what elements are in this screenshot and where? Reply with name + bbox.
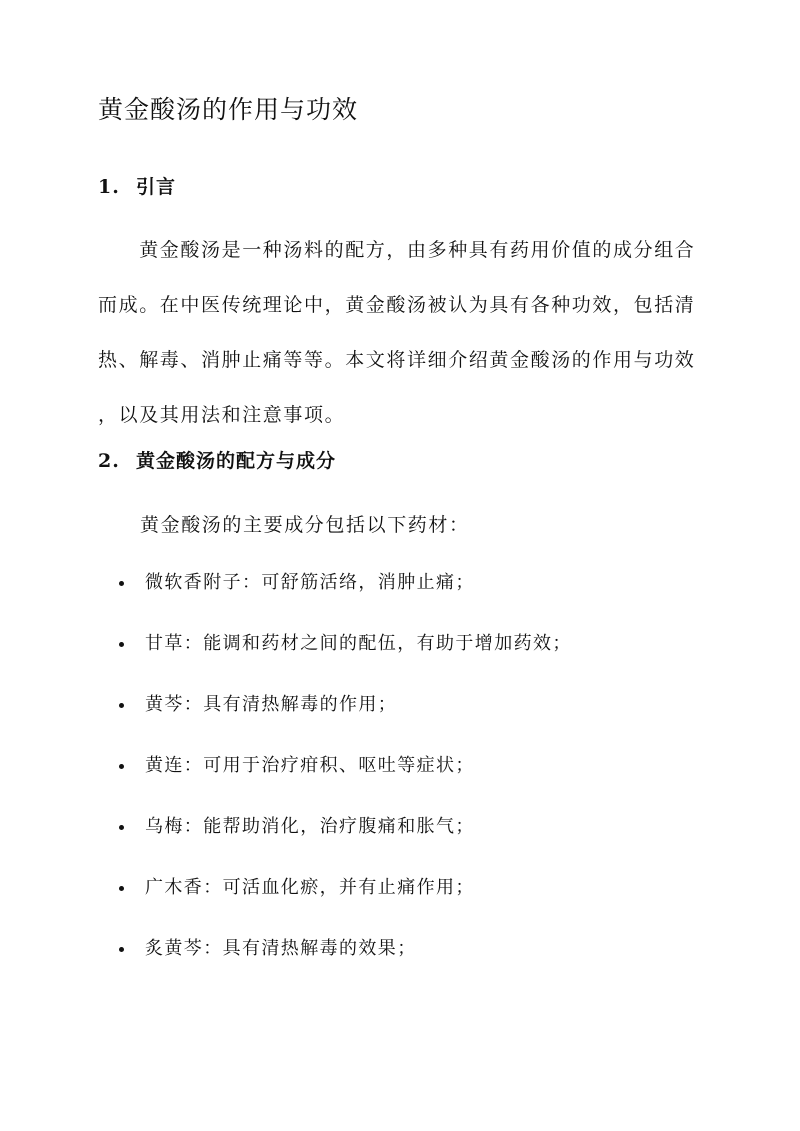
paragraph-line: 而成。在中医传统理论中，黄金酸汤被认为具有各种功效，包括清 [98, 294, 696, 316]
list-item-text: 甘草：能调和药材之间的配伍，有助于增加药效； [145, 633, 572, 654]
ingredients-intro: 黄金酸汤的主要成分包括以下药材： [140, 514, 470, 536]
bullet-icon [119, 703, 124, 708]
section-title: 引言 [136, 176, 177, 198]
bullet-icon [119, 947, 124, 952]
section-number: 2. [98, 450, 120, 472]
list-item-text: 微软香附子：可舒筋活络，消肿止痛； [145, 572, 475, 593]
section-heading-introduction [98, 172, 176, 202]
list-item-text: 炙黄芩：具有清热解毒的效果； [145, 938, 417, 959]
list-item-text: 黄芩：具有清热解毒的作用； [145, 694, 398, 715]
list-item-text: 黄连：可用于治疗疳积、呕吐等症状； [145, 755, 475, 776]
list-item-text: 广木香：可活血化瘀，并有止痛作用； [145, 877, 475, 898]
document-title: 黄金酸汤的作用与功效 [98, 95, 359, 124]
bullet-icon [119, 825, 124, 830]
bullet-icon [119, 642, 124, 647]
section-heading-formula [98, 446, 336, 476]
section-number: 1. [98, 176, 120, 198]
paragraph-line: ，以及其用法和注意事项。 [98, 404, 346, 426]
paragraph-line: 热、解毒、消肿止痛等等。本文将详细介绍黄金酸汤的作用与功效 [98, 349, 696, 371]
bullet-icon [119, 886, 124, 891]
bullet-icon [119, 581, 124, 586]
introduction-paragraph [98, 232, 708, 452]
list-item-text: 乌梅：能帮助消化，治疗腹痛和胀气； [145, 816, 475, 837]
bullet-icon [119, 764, 124, 769]
paragraph-line: 黄金酸汤是一种汤料的配方，由多种具有药用价值的成分组合 [98, 239, 696, 261]
section-title: 黄金酸汤的配方与成分 [136, 450, 337, 472]
